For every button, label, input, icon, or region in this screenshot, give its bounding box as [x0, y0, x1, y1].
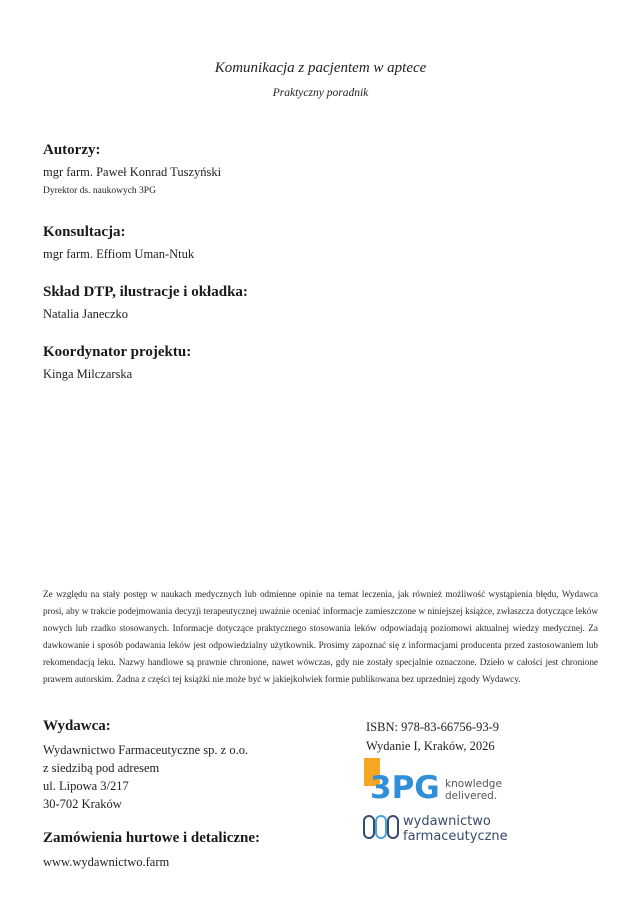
wf-logo-line-2: farmaceutyczne [403, 829, 508, 844]
publisher-line: Wydawnictwo Farmaceutyczne sp. z o.o. [43, 743, 249, 757]
publisher-line: 30-702 Kraków [43, 797, 122, 811]
author-role: Dyrektor ds. naukowych 3PG [43, 186, 156, 196]
author-name: mgr farm. Paweł Konrad Tuszyński [43, 165, 222, 179]
coordinator-name: Kinga Milczarska [43, 367, 133, 381]
dtp-name: Natalia Janeczko [43, 307, 129, 321]
isbn: ISBN: 978-83-66756-93-9 [366, 720, 499, 734]
coordinator-heading: Koordynator projektu: [43, 344, 192, 360]
publisher-line: ul. Lipowa 3/217 [43, 779, 129, 793]
publisher-address [43, 741, 248, 813]
orders-heading: Zamówienia hurtowe i detaliczne: [43, 830, 261, 846]
orders-url[interactable]: www.wydawnictwo.farm [43, 855, 170, 869]
consultation-name: mgr farm. Effiom Uman-Ntuk [43, 247, 195, 261]
publisher-heading: Wydawca: [43, 718, 111, 734]
3pg-tagline-1: knowledge [445, 778, 502, 790]
book-subtitle: Praktyczny poradnik [272, 87, 369, 99]
wf-logo-line-1: wydawnictwo [403, 814, 491, 829]
wf-logo [362, 810, 532, 844]
authors-heading: Autorzy: [43, 142, 101, 158]
3pg-logo-mark: 3PG [370, 770, 440, 804]
publisher-line: z siedzibą pod adresem [43, 761, 160, 775]
dtp-heading: Skład DTP, ilustracje i okładka: [43, 284, 248, 300]
edition: Wydanie I, Kraków, 2026 [366, 739, 495, 753]
book-title: Komunikacja z pacjentem w aptece [214, 60, 427, 76]
3pg-tagline-2: delivered. [445, 790, 498, 802]
capsule-icon [364, 816, 398, 838]
consultation-heading: Konsultacja: [43, 224, 126, 240]
legal-disclaimer: Ze względu na stały postęp w naukach medycznych lub odmienne opinie na temat leczenia, jak również możliwość wystąpienia błędu, Wydawca prosi, aby w trakcie podejmowania decyzji terapeutycznej uważnie oceniać informacje zamieszczone w niniejszej książce, zwłaszcza dotyczące leków nowych lub rzadko stosowanych. Informacje dotyczące praktycznego stosowania leków odpowiadają poziomowi aktualnej wiedzy medycznej. Za dawkowanie i sposób podawania leków jest odpowiedzialny użytkownik. Prosimy zapoznać się z informacjami producenta przed zastosowaniem lub rekomendacją leku. Nazwy handlowe są prawnie chronione, nawet wówczas, gdy nie zostały specjalnie oznaczone. Dzieło w całości jest chronione prawem autorskim. Żadna z części tej książki nie może być w jakiejkolwiek formie publikowana bez uprzedniej zgody Wydawcy. [43, 589, 598, 684]
3pg-logo [362, 758, 512, 804]
